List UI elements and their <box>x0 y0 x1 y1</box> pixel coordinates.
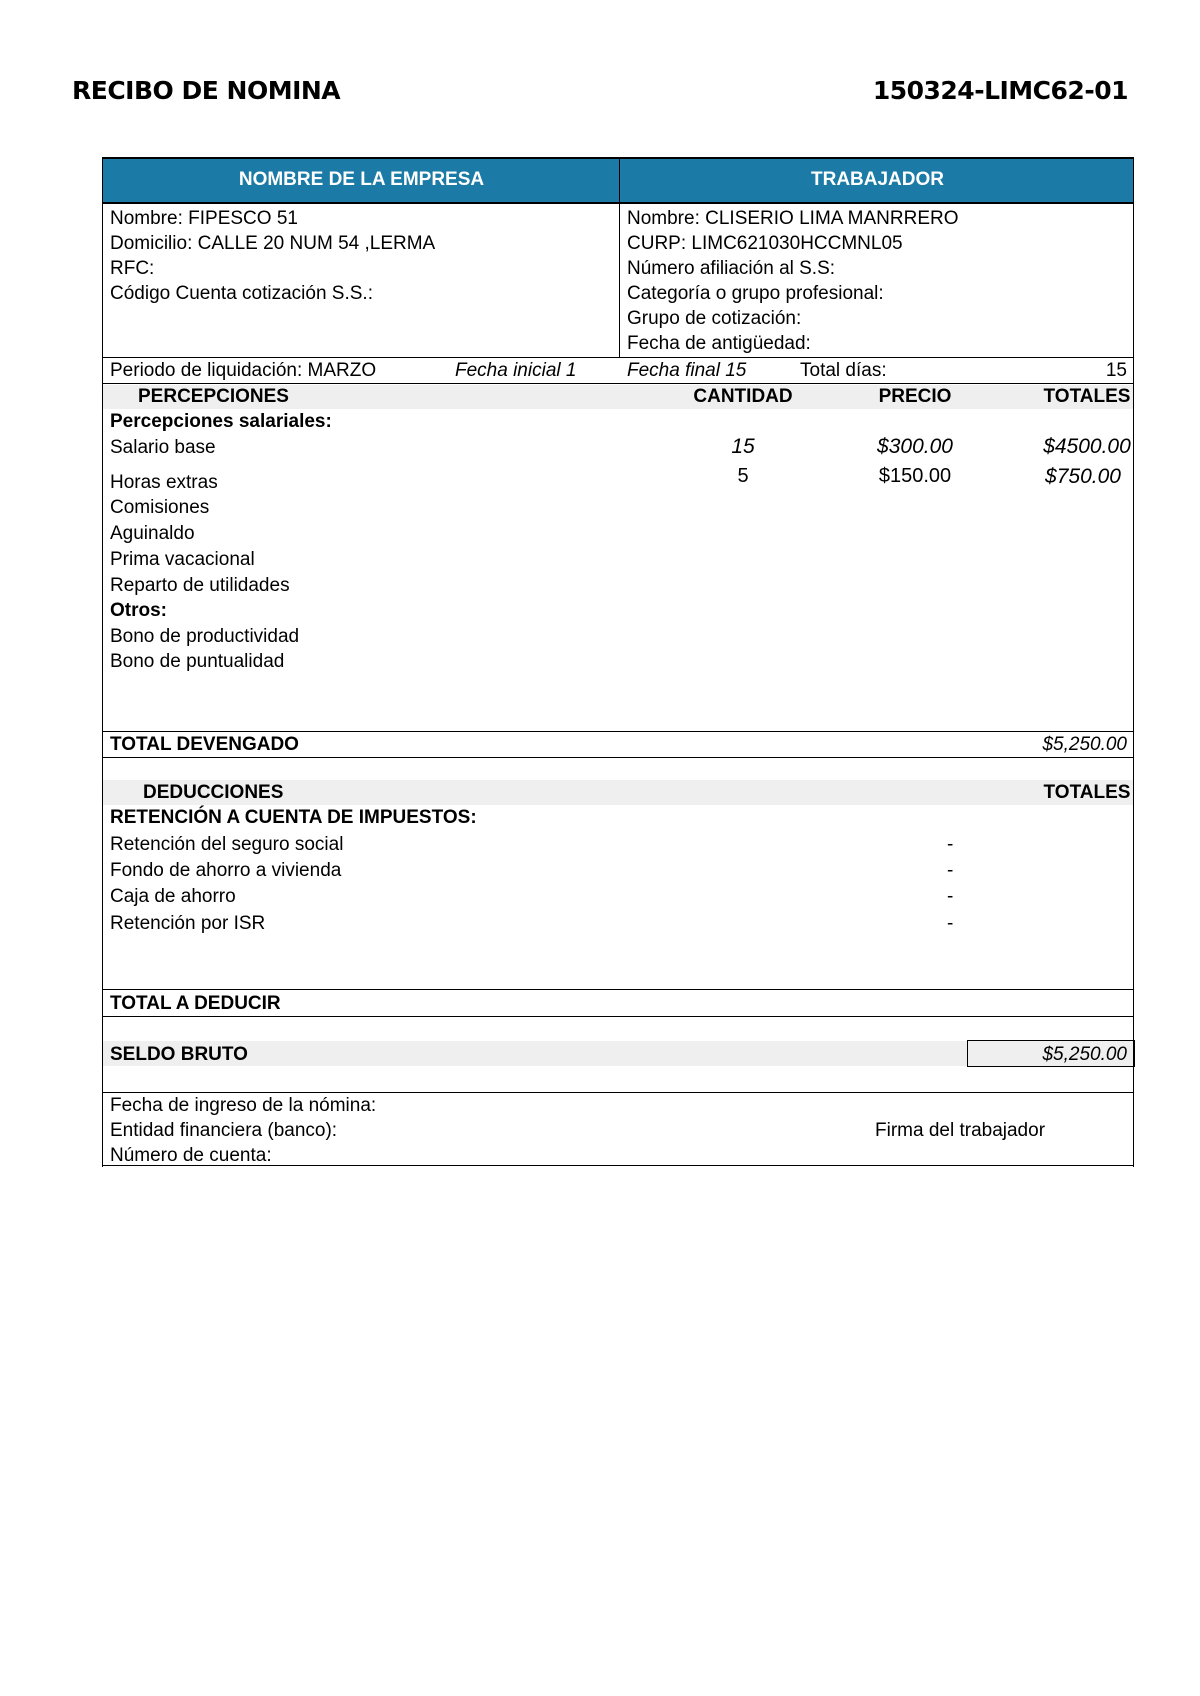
divider-line <box>103 757 1133 758</box>
totals-column-header: TOTALES <box>1043 386 1131 407</box>
deduction-label: Retención del seguro social <box>110 834 344 855</box>
total-deductions-label: TOTAL A DEDUCIR <box>110 993 281 1014</box>
divider-line <box>103 1016 1133 1017</box>
gross-label: SELDO BRUTO <box>110 1044 248 1065</box>
worker-contribution-group: Grupo de cotización: <box>627 308 802 329</box>
worker-name: Nombre: CLISERIO LIMA MANRRERO <box>627 208 959 229</box>
quantity-column-header: CANTIDAD <box>693 386 793 407</box>
account-number-label: Número de cuenta: <box>110 1145 272 1166</box>
deduction-value: - <box>947 913 954 934</box>
worker-curp: CURP: LIMC621030HCCMNL05 <box>627 233 903 254</box>
document-title: RECIBO DE NOMINA <box>72 76 341 105</box>
perception-total: $750.00 <box>1045 465 1121 488</box>
bank-label: Entidad financiera (banco): <box>110 1120 338 1141</box>
worker-category: Categoría o grupo profesional: <box>627 283 884 304</box>
deductions-heading: DEDUCCIONES <box>143 782 284 803</box>
divider-line <box>103 989 1133 990</box>
worker-signature-label: Firma del trabajador <box>875 1120 1046 1141</box>
deduction-value: - <box>947 834 954 855</box>
salary-perceptions-heading: Percepciones salariales: <box>110 411 332 432</box>
others-heading: Otros: <box>110 600 167 621</box>
perception-label: Salario base <box>110 437 216 458</box>
document-code: 150324-LIMC62-01 <box>872 76 1128 105</box>
divider-line <box>103 1165 1133 1166</box>
gross-value: $5,250.00 <box>1042 1044 1127 1065</box>
worker-ss-number: Número afiliación al S.S: <box>627 258 836 279</box>
perception-total: $4500.00 <box>1043 435 1131 458</box>
deduction-label: Retención por ISR <box>110 913 266 934</box>
deduction-value: - <box>947 860 954 881</box>
perception-label: Comisiones <box>110 497 210 518</box>
perception-label: Horas extras <box>110 472 218 493</box>
period-days-value: 15 <box>1105 360 1127 381</box>
worker-seniority-date: Fecha de antigüedad: <box>627 333 811 354</box>
perception-quantity: 15 <box>731 435 755 458</box>
total-earned-value: $5,250.00 <box>1042 734 1127 755</box>
perception-price: $300.00 <box>877 435 953 458</box>
period-days-label: Total días: <box>800 360 887 381</box>
perception-label: Aguinaldo <box>110 523 195 544</box>
tax-retention-heading: RETENCIÓN A CUENTA DE IMPUESTOS: <box>110 807 477 828</box>
perception-price: $150.00 <box>878 465 952 487</box>
deductions-totals-header: TOTALES <box>1043 782 1131 803</box>
company-heading: NOMBRE DE LA EMPRESA <box>238 169 485 190</box>
perception-label: Reparto de utilidades <box>110 575 290 596</box>
deduction-label: Caja de ahorro <box>110 886 236 907</box>
perception-quantity: 5 <box>737 465 749 487</box>
perceptions-heading: PERCEPCIONES <box>138 386 289 407</box>
company-ss-code: Código Cuenta cotización S.S.: <box>110 283 373 304</box>
company-name: Nombre: FIPESCO 51 <box>110 208 298 229</box>
other-perception-label: Bono de puntualidad <box>110 651 285 672</box>
total-earned-label: TOTAL DEVENGADO <box>110 734 299 755</box>
worker-heading: TRABAJADOR <box>811 169 944 190</box>
perception-label: Prima vacacional <box>110 549 255 570</box>
price-column-header: PRECIO <box>878 386 952 407</box>
company-address: Domicilio: CALLE 20 NUM 54 ,LERMA <box>110 233 436 254</box>
deduction-value: - <box>947 886 954 907</box>
period-start: Fecha inicial 1 <box>455 360 577 381</box>
deduction-label: Fondo de ahorro a vivienda <box>110 860 342 881</box>
column-divider <box>619 157 620 357</box>
payroll-receipt-table <box>102 157 1134 1167</box>
period-end: Fecha final 15 <box>627 360 747 381</box>
entry-date-label: Fecha de ingreso de la nómina: <box>110 1095 377 1116</box>
period-label: Periodo de liquidación: MARZO <box>110 360 377 381</box>
company-rfc: RFC: <box>110 258 155 279</box>
other-perception-label: Bono de productividad <box>110 626 300 647</box>
